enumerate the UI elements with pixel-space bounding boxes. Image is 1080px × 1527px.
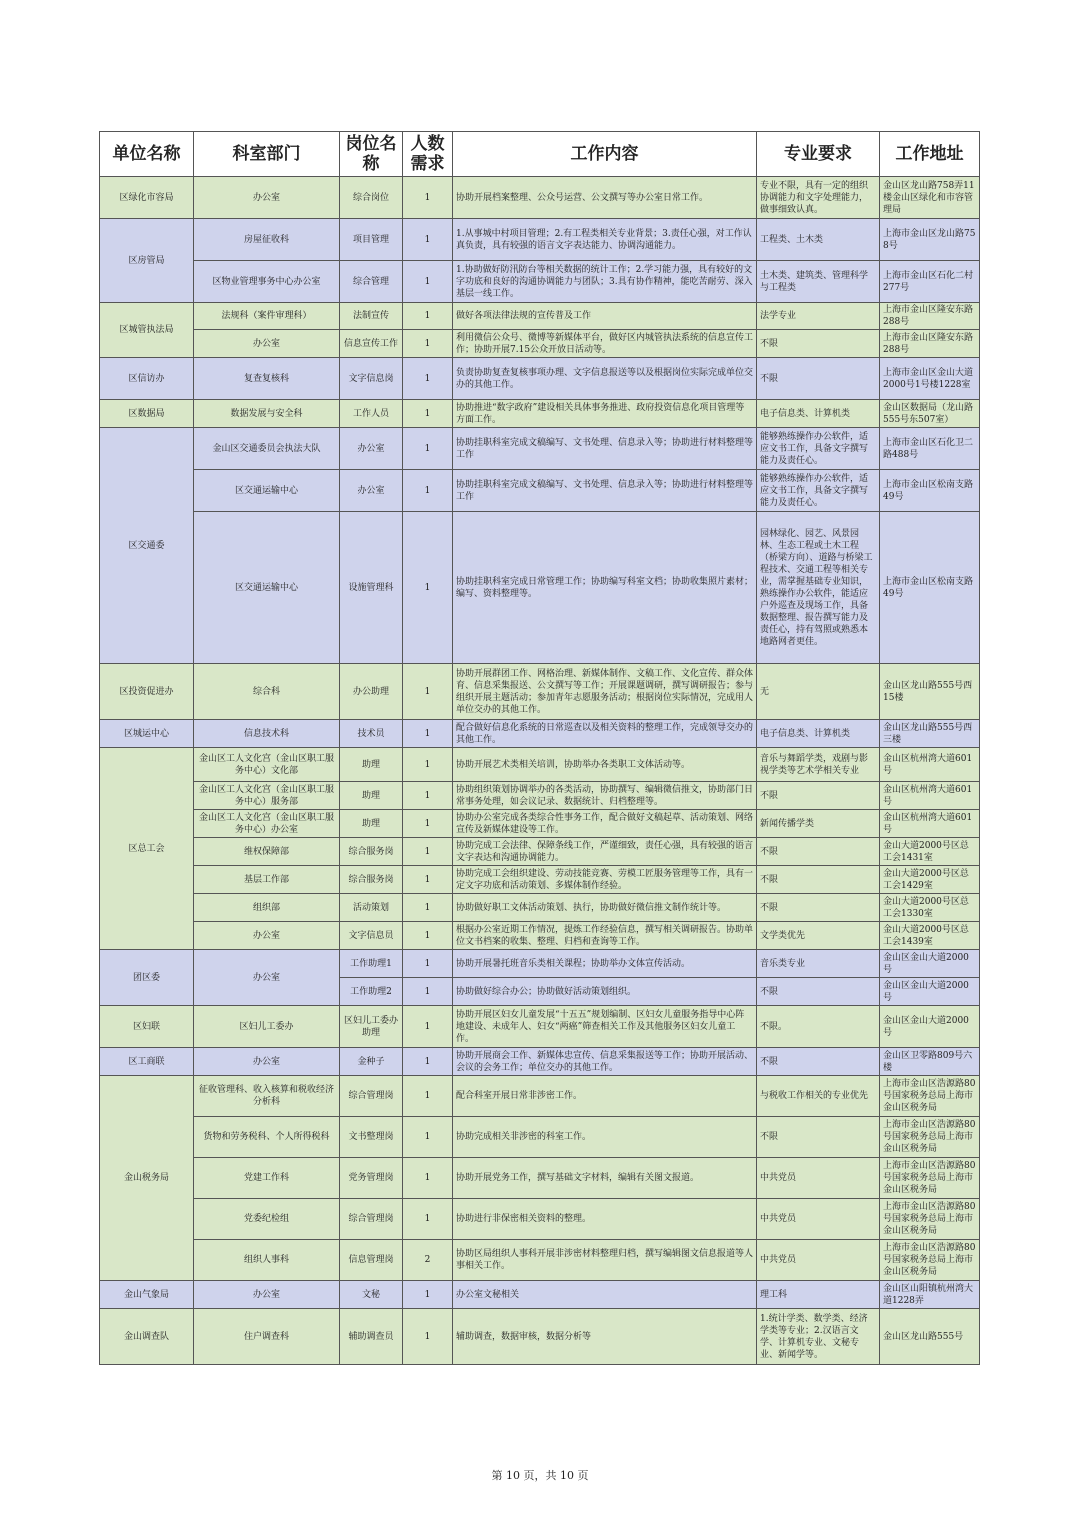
table-row xyxy=(100,1158,980,1199)
cell-major: 能够熟练操作办公软件，适应文书工作，具备文字撰写能力及责任心。 xyxy=(757,470,880,512)
cell-post: 综合管理 xyxy=(340,261,403,303)
cell-num: 1 xyxy=(403,748,453,782)
cell-dept: 办公室 xyxy=(194,922,340,950)
cell-unit: 区投资促进办 xyxy=(100,664,194,720)
cell-work: 协助做好职工文体活动策划、执行，协助做好微信推文制作统计等。 xyxy=(453,894,757,922)
cell-work: 协助开展商会工作、新媒体忠宣传、信息采集报送等工作；协助开展活动、会议的会务工作；单位交办的其他工作。 xyxy=(453,1048,757,1076)
cell-num: 1 xyxy=(403,978,453,1006)
cell-dept: 党建工作科 xyxy=(194,1158,340,1199)
cell-work: 协助开展暑托班音乐类相关课程；协助举办文体宣传活动。 xyxy=(453,950,757,978)
cell-major: 不限 xyxy=(757,782,880,810)
cell-major: 不限 xyxy=(757,1048,880,1076)
cell-addr: 上海市金山区松南支路49号 xyxy=(880,470,980,512)
cell-dept: 数据发展与安全科 xyxy=(194,400,340,428)
cell-major: 中共党员 xyxy=(757,1158,880,1199)
cell-work: 配合做好信息化系统的日常巡查以及相关资料的整理工作，完成领导交办的其他工作。 xyxy=(453,720,757,748)
cell-dept: 征收管理科、收入核算和税收经济分析科 xyxy=(194,1076,340,1117)
header-unit: 单位名称 xyxy=(100,132,194,177)
cell-work: 协助开展群团工作、网格治理、新媒体制作、文稿工作、文化宣传、群众体育、信息采集报送、公文撰写等工作；开展课题调研，撰写调研报告；参与组织开展主题活动；参加青年志愿服务活动；根据岗位实际情况，完成用人单位交办的其他工作。 xyxy=(453,664,757,720)
cell-dept: 综合科 xyxy=(194,664,340,720)
cell-post: 信息宣传工作 xyxy=(340,330,403,358)
cell-post: 文字信息员 xyxy=(340,922,403,950)
cell-num: 1 xyxy=(403,512,453,664)
cell-addr: 金山区龙山路555号西三楼 xyxy=(880,720,980,748)
cell-unit: 金山税务局 xyxy=(100,1076,194,1281)
cell-addr: 上海市金山区石化二村277号 xyxy=(880,261,980,303)
cell-num: 1 xyxy=(403,358,453,400)
cell-work: 协助区局组织人事科开展非涉密材料整理归档，撰写编辑图文信息报道等人事相关工作。 xyxy=(453,1240,757,1281)
cell-post: 党务管理岗 xyxy=(340,1158,403,1199)
cell-addr: 金山区杭州湾大道601号 xyxy=(880,782,980,810)
cell-num: 1 xyxy=(403,1076,453,1117)
table-row xyxy=(100,748,980,782)
cell-num: 1 xyxy=(403,177,453,219)
cell-work: 协助完成工会法律、保障条线工作，严谨细致，责任心强，具有较强的语言文字表达和沟通协调能力。 xyxy=(453,838,757,866)
cell-num: 1 xyxy=(403,400,453,428)
cell-post: 辅助调查员 xyxy=(340,1309,403,1365)
cell-dept: 金山区工人文化宫（金山区职工服务中心）办公室 xyxy=(194,810,340,838)
cell-major: 1.统计学类、数学类、经济学类等专业；2.汉语言文学、计算机专业、文秘专业、新闻学等。 xyxy=(757,1309,880,1365)
header-post: 岗位名称 xyxy=(340,132,403,177)
cell-addr: 金山区金山大道2000号 xyxy=(880,1006,980,1048)
cell-addr: 金山大道2000号区总工会1330室 xyxy=(880,894,980,922)
cell-dept: 法规科（案件审理科） xyxy=(194,303,340,330)
cell-major: 音乐与舞蹈学类，戏剧与影视学类等艺术学相关专业 xyxy=(757,748,880,782)
cell-unit: 金山调查队 xyxy=(100,1309,194,1365)
cell-post: 文字信息岗 xyxy=(340,358,403,400)
table-row xyxy=(100,1240,980,1281)
position-table xyxy=(99,131,980,1365)
cell-major: 能够熟练操作办公软件，适应文书工作，具备文字撰写能力及责任心。 xyxy=(757,428,880,470)
cell-num: 1 xyxy=(403,1309,453,1365)
cell-unit: 区交通委 xyxy=(100,428,194,664)
cell-addr: 上海市金山区浩源路80号国家税务总局上海市金山区税务局 xyxy=(880,1199,980,1240)
cell-work: 协助开展党务工作，撰写基础文字材料，编辑有关图文报道。 xyxy=(453,1158,757,1199)
cell-dept: 区妇儿工委办 xyxy=(194,1006,340,1048)
header-work: 工作内容 xyxy=(453,132,757,177)
cell-work: 协助挂职科室完成日常管理工作；协助编写科室文档；协助收集照片素材；编写、资料整理等。 xyxy=(453,512,757,664)
cell-post: 工作助理1 xyxy=(340,950,403,978)
cell-dept: 金山区工人文化宫（金山区职工服务中心）服务部 xyxy=(194,782,340,810)
table-row xyxy=(100,219,980,261)
cell-post: 办公室 xyxy=(340,470,403,512)
cell-major: 专业不限，具有一定的组织协调能力和文字处理能力，做事细致认真。 xyxy=(757,177,880,219)
cell-unit: 区数据局 xyxy=(100,400,194,428)
cell-num: 1 xyxy=(403,810,453,838)
table-row xyxy=(100,330,980,358)
position-table-container xyxy=(99,131,979,1365)
cell-work: 协助完成相关非涉密的科室工作。 xyxy=(453,1117,757,1158)
cell-major: 文学类优先 xyxy=(757,922,880,950)
cell-dept: 党委纪检组 xyxy=(194,1199,340,1240)
cell-post: 助理 xyxy=(340,782,403,810)
cell-major: 不限 xyxy=(757,330,880,358)
cell-num: 1 xyxy=(403,303,453,330)
cell-major: 中共党员 xyxy=(757,1240,880,1281)
table-row xyxy=(100,358,980,400)
cell-post: 技术员 xyxy=(340,720,403,748)
cell-addr: 金山区龙山路555号西15楼 xyxy=(880,664,980,720)
cell-num: 1 xyxy=(403,1117,453,1158)
cell-post: 法制宣传 xyxy=(340,303,403,330)
cell-addr: 金山大道2000号区总工会1431室 xyxy=(880,838,980,866)
cell-num: 1 xyxy=(403,866,453,894)
cell-addr: 金山区数据局（龙山路555号东507室） xyxy=(880,400,980,428)
table-row xyxy=(100,838,980,866)
cell-major: 不限 xyxy=(757,358,880,400)
cell-dept: 维权保障部 xyxy=(194,838,340,866)
table-row xyxy=(100,782,980,810)
table-row xyxy=(100,400,980,428)
cell-post: 工作人员 xyxy=(340,400,403,428)
cell-addr: 金山区金山大道2000号 xyxy=(880,978,980,1006)
cell-addr: 金山区龙山路555号 xyxy=(880,1309,980,1365)
cell-num: 1 xyxy=(403,720,453,748)
cell-post: 助理 xyxy=(340,748,403,782)
cell-post: 综合服务岗 xyxy=(340,866,403,894)
cell-post: 助理 xyxy=(340,810,403,838)
cell-dept: 区交通运输中心 xyxy=(194,512,340,664)
cell-major: 不限。 xyxy=(757,1006,880,1048)
table-row xyxy=(100,512,980,664)
cell-major: 土木类、建筑类、管理科学与工程类 xyxy=(757,261,880,303)
table-row xyxy=(100,720,980,748)
cell-work: 协助组织策划协调举办的各类活动，协助撰写、编辑微信推文，协助部门日常事务处理，如会议记录、数据统计、归档整理等。 xyxy=(453,782,757,810)
cell-work: 协助进行非保密相关资料的整理。 xyxy=(453,1199,757,1240)
cell-addr: 上海市金山区隆安东路288号 xyxy=(880,330,980,358)
cell-addr: 金山区卫零路809号六楼 xyxy=(880,1048,980,1076)
cell-post: 办公室 xyxy=(340,428,403,470)
table-row xyxy=(100,470,980,512)
cell-unit: 区城管执法局 xyxy=(100,303,194,358)
table-row xyxy=(100,177,980,219)
table-row xyxy=(100,866,980,894)
cell-unit: 区房管局 xyxy=(100,219,194,303)
cell-addr: 上海市金山区金山大道2000号1号楼1228室 xyxy=(880,358,980,400)
cell-addr: 金山大道2000号区总工会1429室 xyxy=(880,866,980,894)
cell-post: 工作助理2 xyxy=(340,978,403,1006)
cell-num: 1 xyxy=(403,261,453,303)
table-body xyxy=(100,177,980,1365)
cell-major: 法学专业 xyxy=(757,303,880,330)
cell-post: 综合管理岗 xyxy=(340,1199,403,1240)
cell-dept: 基层工作部 xyxy=(194,866,340,894)
table-row xyxy=(100,664,980,720)
cell-post: 项目管理 xyxy=(340,219,403,261)
header-major: 专业要求 xyxy=(757,132,880,177)
cell-work: 辅助调查，数据审核，数据分析等 xyxy=(453,1309,757,1365)
cell-addr: 金山区金山大道2000号 xyxy=(880,950,980,978)
cell-dept: 办公室 xyxy=(194,1048,340,1076)
cell-major: 不限 xyxy=(757,838,880,866)
table-row xyxy=(100,1048,980,1076)
header-dept: 科室部门 xyxy=(194,132,340,177)
cell-work: 协助办公室完成各类综合性事务工作，配合做好文稿起草、活动策划、网络宣传及新媒体建设等工作。 xyxy=(453,810,757,838)
table-row xyxy=(100,1281,980,1309)
cell-major: 不限 xyxy=(757,866,880,894)
cell-work: 协助开展档案整理、公众号运营、公文撰写等办公室日常工作。 xyxy=(453,177,757,219)
cell-dept: 房屋征收科 xyxy=(194,219,340,261)
cell-unit: 团区委 xyxy=(100,950,194,1006)
cell-post: 文秘 xyxy=(340,1281,403,1309)
cell-major: 电子信息类、计算机类 xyxy=(757,720,880,748)
cell-major: 与税收工作相关的专业优先 xyxy=(757,1076,880,1117)
cell-work: 协助做好综合办公；协助做好活动策划组织。 xyxy=(453,978,757,1006)
cell-addr: 上海市金山区浩源路80号国家税务总局上海市金山区税务局 xyxy=(880,1240,980,1281)
cell-num: 1 xyxy=(403,838,453,866)
cell-unit: 金山气象局 xyxy=(100,1281,194,1309)
cell-major: 园林绿化、园艺、风景园林、生态工程或土木工程（桥梁方向）、道路与桥梁工程技术、交通工程等相关专业，需掌握基础专业知识，熟练操作办公软件，能适应户外巡查及现场工作，具备数据整理、报告撰写能力及责任心，持有驾照或熟悉本地路网者更佳。 xyxy=(757,512,880,664)
cell-num: 1 xyxy=(403,1048,453,1076)
cell-work: 负责协助复查复核事项办理、文字信息报送等以及根据岗位实际完成单位交办的其他工作。 xyxy=(453,358,757,400)
cell-dept: 信息技术科 xyxy=(194,720,340,748)
cell-addr: 上海市金山区浩源路80号国家税务总局上海市金山区税务局 xyxy=(880,1076,980,1117)
table-row xyxy=(100,261,980,303)
cell-unit: 区工商联 xyxy=(100,1048,194,1076)
cell-post: 综合管理岗 xyxy=(340,1076,403,1117)
cell-major: 电子信息类、计算机类 xyxy=(757,400,880,428)
table-row xyxy=(100,428,980,470)
cell-num: 1 xyxy=(403,428,453,470)
cell-work: 利用微信公众号、微博等新媒体平台，做好区内城管执法系统的信息宣传工作；协助开展7.15公众开放日活动等。 xyxy=(453,330,757,358)
cell-work: 协助推进“数字政府”建设相关具体事务推进、政府投资信息化项目管理等方面工作。 xyxy=(453,400,757,428)
cell-dept: 办公室 xyxy=(194,1281,340,1309)
cell-post: 金种子 xyxy=(340,1048,403,1076)
cell-dept: 金山区交通委员会执法大队 xyxy=(194,428,340,470)
table-row xyxy=(100,1117,980,1158)
cell-num: 1 xyxy=(403,1158,453,1199)
cell-num: 1 xyxy=(403,1281,453,1309)
cell-num: 1 xyxy=(403,950,453,978)
table-row xyxy=(100,1076,980,1117)
table-row xyxy=(100,303,980,330)
cell-post: 区妇儿工委办助理 xyxy=(340,1006,403,1048)
cell-dept: 办公室 xyxy=(194,950,340,1006)
cell-work: 做好各项法律法规的宣传普及工作 xyxy=(453,303,757,330)
cell-work: 协助开展区妇女儿童发展“十五五”规划编制、区妇女儿童服务指导中心阵地建设、未成年人、妇女“两癌”筛查相关工作及其他服务区妇女儿童工作。 xyxy=(453,1006,757,1048)
cell-addr: 上海市金山区石化卫二路488号 xyxy=(880,428,980,470)
cell-addr: 金山区杭州湾大道601号 xyxy=(880,748,980,782)
cell-post: 活动策划 xyxy=(340,894,403,922)
cell-post: 信息管理岗 xyxy=(340,1240,403,1281)
cell-work: 1.从事城中村项目管理；2.有工程类相关专业背景；3.责任心强，对工作认真负责，具有较强的语言文字表达能力、协调沟通能力。 xyxy=(453,219,757,261)
cell-major: 音乐类专业 xyxy=(757,950,880,978)
cell-major: 不限 xyxy=(757,1117,880,1158)
cell-num: 1 xyxy=(403,1199,453,1240)
cell-major: 工程类、土木类 xyxy=(757,219,880,261)
cell-post: 办公助理 xyxy=(340,664,403,720)
cell-major: 无 xyxy=(757,664,880,720)
table-row xyxy=(100,950,980,978)
cell-addr: 金山区杭州湾大道601号 xyxy=(880,810,980,838)
cell-dept: 货物和劳务税科、个人所得税科 xyxy=(194,1117,340,1158)
cell-num: 1 xyxy=(403,894,453,922)
cell-dept: 金山区工人文化宫（金山区职工服务中心）文化部 xyxy=(194,748,340,782)
table-row xyxy=(100,1006,980,1048)
table-row xyxy=(100,894,980,922)
page-footer: 第 10 页，共 10 页 xyxy=(491,1469,589,1482)
cell-num: 1 xyxy=(403,219,453,261)
cell-unit: 区绿化市容局 xyxy=(100,177,194,219)
cell-dept: 办公室 xyxy=(194,330,340,358)
cell-addr: 金山大道2000号区总工会1439室 xyxy=(880,922,980,950)
cell-dept: 办公室 xyxy=(194,177,340,219)
cell-work: 协助开展艺术类相关培训，协助举办各类职工文体活动等。 xyxy=(453,748,757,782)
cell-work: 配合科室开展日常非涉密工作。 xyxy=(453,1076,757,1117)
cell-num: 1 xyxy=(403,664,453,720)
cell-major: 中共党员 xyxy=(757,1199,880,1240)
cell-unit: 区城运中心 xyxy=(100,720,194,748)
cell-num: 2 xyxy=(403,1240,453,1281)
cell-dept: 组织部 xyxy=(194,894,340,922)
cell-num: 1 xyxy=(403,782,453,810)
cell-num: 1 xyxy=(403,330,453,358)
cell-addr: 上海市金山区龙山路758号 xyxy=(880,219,980,261)
cell-num: 1 xyxy=(403,470,453,512)
cell-addr: 上海市金山区浩源路80号国家税务总局上海市金山区税务局 xyxy=(880,1117,980,1158)
cell-work: 协助完成工会组织建设、劳动技能竞赛、劳模工匠服务管理等工作，具有一定文字功底和活动策划、多媒体制作经验。 xyxy=(453,866,757,894)
cell-dept: 住户调查科 xyxy=(194,1309,340,1365)
header-num: 人数需求 xyxy=(403,132,453,177)
cell-work: 1.协助做好防汛防台等相关数据的统计工作；2.学习能力强，具有较好的文字功底和良好的沟通协调能力与团队；3.具有协作精神，能吃苦耐劳、深入基层一线工作。 xyxy=(453,261,757,303)
cell-unit: 区总工会 xyxy=(100,748,194,950)
table-row xyxy=(100,810,980,838)
header-addr: 工作地址 xyxy=(880,132,980,177)
table-row xyxy=(100,922,980,950)
cell-work: 协助挂职科室完成文稿编写、文书处理、信息录入等；协助进行材料整理等工作 xyxy=(453,470,757,512)
cell-post: 设施管理科 xyxy=(340,512,403,664)
cell-major: 不限 xyxy=(757,894,880,922)
cell-work: 根据办公室近期工作情况，提炼工作经验信息，撰写相关调研报告。协助单位文书档案的收集、整理、归档和查询等工作。 xyxy=(453,922,757,950)
cell-addr: 金山区山阳镇杭州湾大道1228弄 xyxy=(880,1281,980,1309)
table-row xyxy=(100,1309,980,1365)
cell-addr: 上海市金山区隆安东路288号 xyxy=(880,303,980,330)
cell-addr: 金山区龙山路758弄11楼金山区绿化和市容管理局 xyxy=(880,177,980,219)
cell-post: 综合岗位 xyxy=(340,177,403,219)
cell-dept: 复查复核科 xyxy=(194,358,340,400)
cell-work: 协助挂职科室完成文稿编写、文书处理、信息录入等；协助进行材料整理等工作 xyxy=(453,428,757,470)
cell-post: 文书整理岗 xyxy=(340,1117,403,1158)
cell-addr: 上海市金山区浩源路80号国家税务总局上海市金山区税务局 xyxy=(880,1158,980,1199)
cell-major: 理工科 xyxy=(757,1281,880,1309)
cell-work: 办公室文秘相关 xyxy=(453,1281,757,1309)
table-row xyxy=(100,1199,980,1240)
cell-unit: 区信访办 xyxy=(100,358,194,400)
cell-post: 综合服务岗 xyxy=(340,838,403,866)
cell-unit: 区妇联 xyxy=(100,1006,194,1048)
cell-major: 不限 xyxy=(757,978,880,1006)
header-row xyxy=(100,132,980,177)
cell-dept: 组织人事科 xyxy=(194,1240,340,1281)
cell-num: 1 xyxy=(403,922,453,950)
cell-dept: 区交通运输中心 xyxy=(194,470,340,512)
cell-addr: 上海市金山区松南支路49号 xyxy=(880,512,980,664)
cell-num: 1 xyxy=(403,1006,453,1048)
cell-dept: 区物业管理事务中心办公室 xyxy=(194,261,340,303)
cell-major: 新闻传播学类 xyxy=(757,810,880,838)
